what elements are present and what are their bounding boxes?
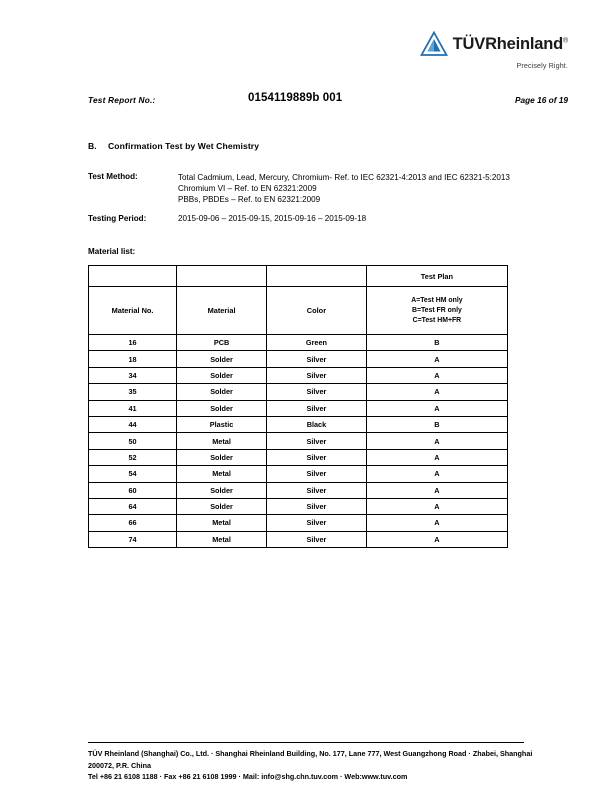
brand-name (453, 35, 568, 54)
testing-period-row (88, 214, 568, 223)
cell-material-no: 66 (89, 515, 177, 531)
cell-test-plan: A (366, 466, 507, 482)
table-row (89, 367, 508, 383)
cell-color: Silver (267, 515, 367, 531)
cell-material-no: 16 (89, 335, 177, 351)
cell-color: Silver (267, 531, 367, 547)
table-row (89, 384, 508, 400)
footer-divider (88, 742, 524, 743)
test-method-line-3: PBBs, PBDEs – Ref. to EN 62321:2009 (178, 195, 321, 205)
cell-material-no: 52 (89, 449, 177, 465)
footer-line-1: TÜV Rheinland (Shanghai) Co., Ltd. · Shanghai Rheinland Building, No. 177, Lane 777, West Guangzhong Road · Zhabei, Shanghai (88, 749, 533, 758)
cell-color: Silver (267, 449, 367, 465)
cell-material-no: 60 (89, 482, 177, 498)
section-heading (88, 141, 259, 151)
table-row (89, 449, 508, 465)
cell-material-no: 18 (89, 351, 177, 367)
cell-color: Silver (267, 466, 367, 482)
header-color: Color (267, 287, 367, 335)
table-row (89, 400, 508, 416)
table-header-row-group (89, 266, 508, 287)
cell-color: Silver (267, 498, 367, 514)
cell-material: Metal (177, 466, 267, 482)
cell-material: Solder (177, 367, 267, 383)
cell-material-no: 34 (89, 367, 177, 383)
footer-line-3: Tel +86 21 6108 1188 · Fax +86 21 6108 1999 · Mail: info@shg.chn.tuv.com · Web:www.tuv.com (88, 772, 408, 782)
table-row (89, 335, 508, 351)
cell-material-no: 54 (89, 466, 177, 482)
section-title-text: Confirmation Test by Wet Chemistry (108, 141, 260, 151)
logo-row (420, 30, 568, 58)
report-number-value: 0154119889b 001 (248, 92, 343, 104)
cell-material: Metal (177, 515, 267, 531)
page-indicator: Page 16 of 19 (514, 95, 568, 105)
cell-test-plan: A (366, 384, 507, 400)
cell-material-no: 50 (89, 433, 177, 449)
cell-test-plan: A (366, 531, 507, 547)
table-row (89, 351, 508, 367)
table-row (89, 433, 508, 449)
plan-legend-c: C=Test HM+FR (412, 316, 462, 324)
cell-color: Green (267, 335, 367, 351)
test-method-label: Test Method: (88, 172, 138, 181)
table-row (89, 515, 508, 531)
cell-test-plan: A (366, 515, 507, 531)
header-test-plan-legend (366, 287, 507, 335)
cell-material-no: 41 (89, 400, 177, 416)
header-blank-material (177, 266, 267, 287)
testing-period-value: 2015-09-06 – 2015-09-15, 2015-09-16 – 2015-09-18 (178, 214, 367, 224)
plan-legend (367, 296, 507, 326)
cell-test-plan: A (366, 449, 507, 465)
cell-test-plan: A (366, 433, 507, 449)
header-material: Material (177, 287, 267, 335)
test-method-row (88, 172, 568, 205)
cell-test-plan: A (366, 351, 507, 367)
material-list-table (88, 265, 508, 548)
brand-name-text: TÜVRheinland (452, 34, 564, 53)
cell-material: Solder (177, 400, 267, 416)
page-footer (88, 748, 548, 783)
cell-material: Solder (177, 498, 267, 514)
test-info-block (88, 172, 568, 232)
cell-color: Silver (267, 384, 367, 400)
cell-material: Metal (177, 433, 267, 449)
section-letter: B. (88, 141, 97, 151)
header-material-no: Material No. (89, 287, 177, 335)
cell-test-plan: A (366, 367, 507, 383)
test-method-line-1: Total Cadmium, Lead, Mercury, Chromium- Ref. to IEC 62321-4:2013 and IEC 62321-5:2013 (178, 173, 510, 182)
cell-material-no: 64 (89, 498, 177, 514)
cell-test-plan: B (366, 416, 507, 432)
test-method-value (178, 172, 568, 205)
plan-legend-b: B=Test FR only (411, 306, 462, 314)
table-row (89, 498, 508, 514)
cell-color: Silver (267, 400, 367, 416)
brand-tagline: Precisely Right. (516, 61, 568, 70)
cell-test-plan: B (366, 335, 507, 351)
table-row (89, 482, 508, 498)
cell-material-no: 35 (89, 384, 177, 400)
cell-material: Metal (177, 531, 267, 547)
report-number-label: Test Report No.: (88, 95, 156, 105)
plan-legend-a: A=Test HM only (411, 296, 463, 304)
testing-period-label: Testing Period: (88, 214, 147, 224)
cell-test-plan: A (366, 498, 507, 514)
cell-color: Silver (267, 351, 367, 367)
registered-mark: ® (563, 37, 568, 44)
table-row (89, 466, 508, 482)
footer-line-2: 200072, P.R. China (88, 760, 151, 770)
cell-material-no: 74 (89, 531, 177, 547)
cell-color: Silver (267, 433, 367, 449)
cell-material: Solder (177, 384, 267, 400)
test-method-line-2: Chromium VI – Ref. to EN 62321:2009 (178, 184, 317, 194)
tuv-triangle-logo-icon (420, 30, 448, 58)
cell-material: Plastic (177, 416, 267, 432)
cell-material: Solder (177, 482, 267, 498)
material-list-label: Material list: (88, 247, 136, 256)
table-header-row-main (89, 287, 508, 335)
table-row (89, 531, 508, 547)
header-test-plan: Test Plan (366, 266, 507, 287)
table-body (89, 335, 508, 548)
table-head (89, 266, 508, 335)
cell-test-plan: A (366, 482, 507, 498)
cell-color: Silver (267, 367, 367, 383)
cell-material: Solder (177, 351, 267, 367)
header-blank-color (267, 266, 367, 287)
header-blank-material-no (89, 266, 177, 287)
report-header (88, 92, 568, 111)
cell-material: Solder (177, 449, 267, 465)
cell-material-no: 44 (89, 416, 177, 432)
cell-material: PCB (177, 335, 267, 351)
brand-logo (420, 30, 568, 70)
cell-color: Silver (267, 482, 367, 498)
cell-test-plan: A (366, 400, 507, 416)
cell-color: Black (267, 416, 367, 432)
table-row (89, 416, 508, 432)
